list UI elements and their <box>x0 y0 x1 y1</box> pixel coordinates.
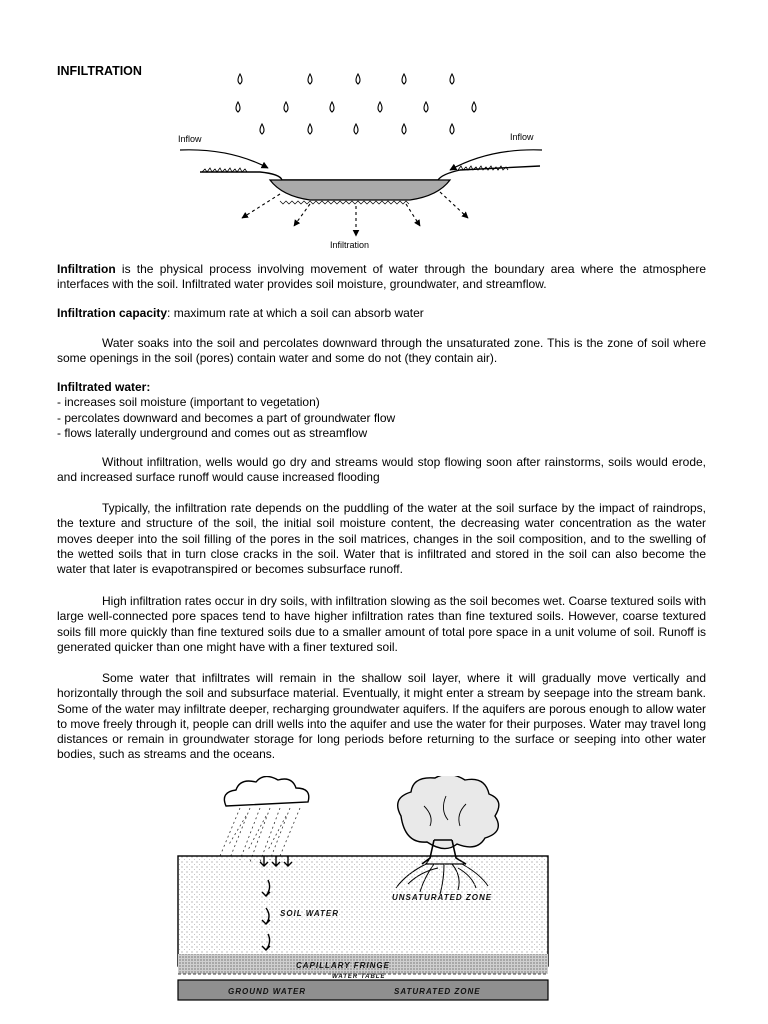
list-item: - percolates downward and becomes a part of groundwater flow <box>57 410 396 425</box>
paragraph-unsaturated-zone: Water soaks into the soil and percolates downward through the unsaturated zone. This is the zone of soil where some openings in the soil (pores) contain water and some do not (they contain air). <box>57 336 706 366</box>
inflow-right-label: Inflow <box>510 132 534 142</box>
soil-zones-diagram <box>176 776 550 1004</box>
capacity-text: : maximum rate at which a soil can absorb water <box>167 306 424 320</box>
saturated-zone-label: SATURATED ZONE <box>394 987 481 996</box>
page-heading: INFILTRATION <box>57 64 142 78</box>
soil-water-label: SOIL WATER <box>280 909 340 918</box>
pond <box>270 180 450 200</box>
definition-text: is the physical process involving movement of water through the boundary area where the atmosphere interfaces with the soil. Infiltrated water provides soil moisture, groundwater, and streamflow. <box>57 262 706 292</box>
term-infiltration: Infiltration <box>57 262 116 276</box>
term-infiltration-capacity: Infiltration capacity <box>57 306 168 320</box>
inflow-left-arrow <box>180 150 268 168</box>
infiltration-diagram <box>170 68 560 250</box>
list-item: - flows laterally underground and comes out as streamflow <box>57 425 368 440</box>
raindrops-icon <box>236 74 476 134</box>
paragraph-groundwater: Some water that infiltrates will remain in the shallow soil layer, where it will gradually move vertically and horizontally through the soil and subsurface material. Eventually, it might enter a stream by seepage into the stream bank. Some of the water may infiltrate deeper, recharging groundwater aquifers. If the aquifers are porous enough to allow water to move freely through it, people can drill wells into the aquifer and use the water for their purposes. Water may travel long distances or remain in groundwater storage for long periods before returning to the surface or seeping into other water bodies, such as streams and the oceans. <box>57 671 706 762</box>
cloud-icon <box>224 776 308 806</box>
paragraph-infiltration-definition <box>57 262 706 293</box>
inflow-left-label: Inflow <box>178 134 202 144</box>
unsaturated-zone-layer <box>178 856 548 966</box>
unsaturated-zone-label: UNSATURATED ZONE <box>392 893 493 902</box>
rain-icon <box>220 808 300 862</box>
capillary-fringe-label: CAPILLARY FRINGE <box>296 961 390 970</box>
infiltrated-water-title: Infiltrated water: <box>57 380 151 394</box>
paragraph-infiltration-rate: Typically, the infiltration rate depends on the puddling of the water at the soil surface by the impact of raindrops, the texture and structure of the soil, the initial soil moisture content, the decreasing water concentration as the water moves deeper into the soil filling of the pores in the soil matrices, changes in the soil composition, and to the swelling of the wetted soils that in turn close cracks in the soil. Water that is infiltrated and stored in the soil can also become the water that later is evapotranspired or becomes subsurface runoff. <box>57 501 706 577</box>
paragraph-infiltration-capacity <box>57 306 706 321</box>
paragraph-high-infiltration: High infiltration rates occur in dry soils, with infiltration slowing as the soil becomes wet. Coarse textured soils with large well-connected pore spaces tend to have higher infiltration rates than fine textured soils. However, coarse textured soils fill more quickly than fine textured soils due to a smaller amount of total pore space in a unit volume of soil. Runoff is generated quicker than one might have with a finer textured soil. <box>57 594 706 654</box>
infiltrated-water-list <box>57 380 706 441</box>
list-item: - increases soil moisture (important to vegetation) <box>57 395 320 410</box>
water-table-label: WATER TABLE <box>332 974 386 980</box>
ground-water-label: GROUND WATER <box>228 987 307 996</box>
infiltration-label: Infiltration <box>330 240 370 250</box>
paragraph-without-infiltration: Without infiltration, wells would go dry and streams would stop flowing soon after rainstorms, soils would erode, and increased surface runoff would cause increased flooding <box>57 455 706 485</box>
